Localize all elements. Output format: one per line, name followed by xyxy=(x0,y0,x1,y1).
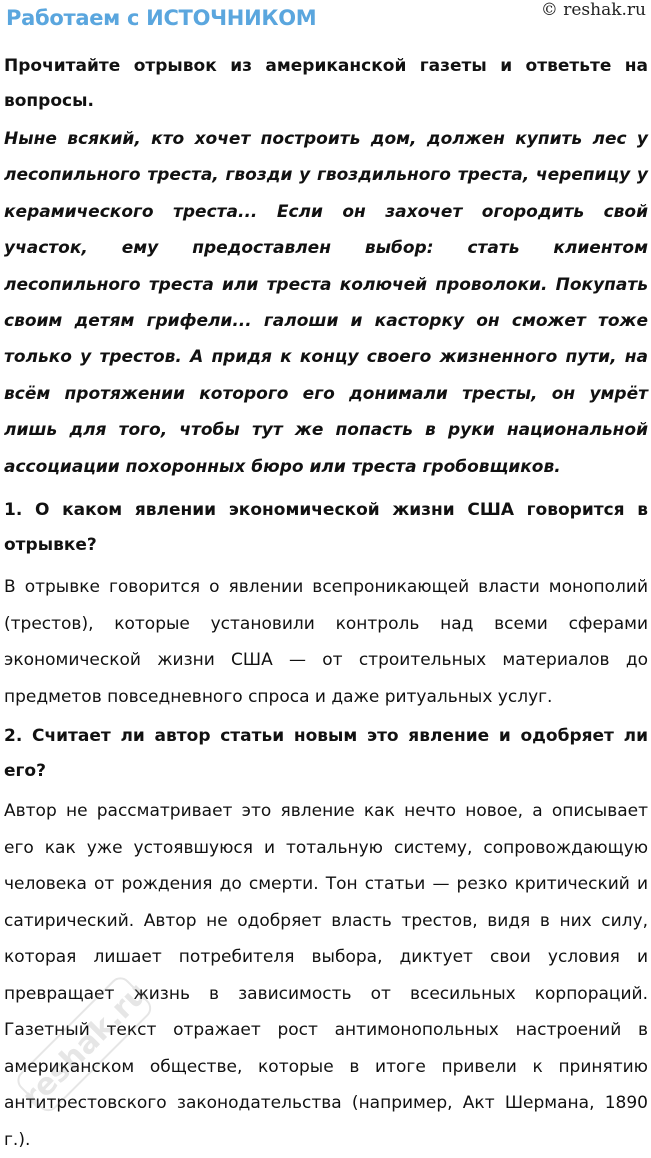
question-2: 2. Считает ли автор статьи новым это явление и одобряет ли его? xyxy=(4,726,648,782)
source-quote: Ныне всякий, кто хочет построить дом, должен купить лес у лесопильного треста, гвозди у гвоздильного треста, черепицу у керамического треста... Если он захочет огородить свой участок, ему предоставлен выбор: стать клиентом лесопильного треста или треста колючей проволоки. Покупать своим детям грифели... галоши и касторку он сможет тоже только у трестов. А придя к концу своего жизненного пути, на всём протяжении которого его донимали тресты, он умрёт лишь для того, чтобы тут же попасть в руки национальной ассоциации похоронных бюро или треста гробовщиков. xyxy=(4,129,648,477)
answer-2: Автор не рассматривает это явление как нечто новое, а описывает его как уже устоявшуюся и тотальную систему, сопровождающую человека от рождения до смерти. Тон статьи — резко критический и сатирический. Автор не одобряет власть трестов, видя в них силу, которая лишает потребителя выбора, диктует свои условия и превращает жизнь в зависимость от всесильных корпораций. Газетный текст отражает рост антимонопольных настроений в американском обществе, которые в итоге привели к принятию антитрестовского законодательства (например, Акт Шермана, 1890 г.). xyxy=(4,801,648,1150)
question-1: 1. О каком явлении экономической жизни США говорится в отрывке? xyxy=(4,500,648,556)
task-instruction: Прочитайте отрывок из американской газеты и ответьте на вопросы. xyxy=(4,56,648,111)
section-title: Работаем с ИСТОЧНИКОМ xyxy=(6,6,317,30)
site-watermark: © reshak.ru xyxy=(540,0,646,20)
answer-1: В отрывке говорится о явлении всепроникающей власти монополий (трестов), которые установили контроль над всеми сферами экономической жизни США — от строительных материалов до предметов повседневного спроса и даже ритуальных услуг. xyxy=(4,577,648,707)
stamp-text: reshak.ru xyxy=(15,975,156,1116)
header xyxy=(4,0,648,44)
